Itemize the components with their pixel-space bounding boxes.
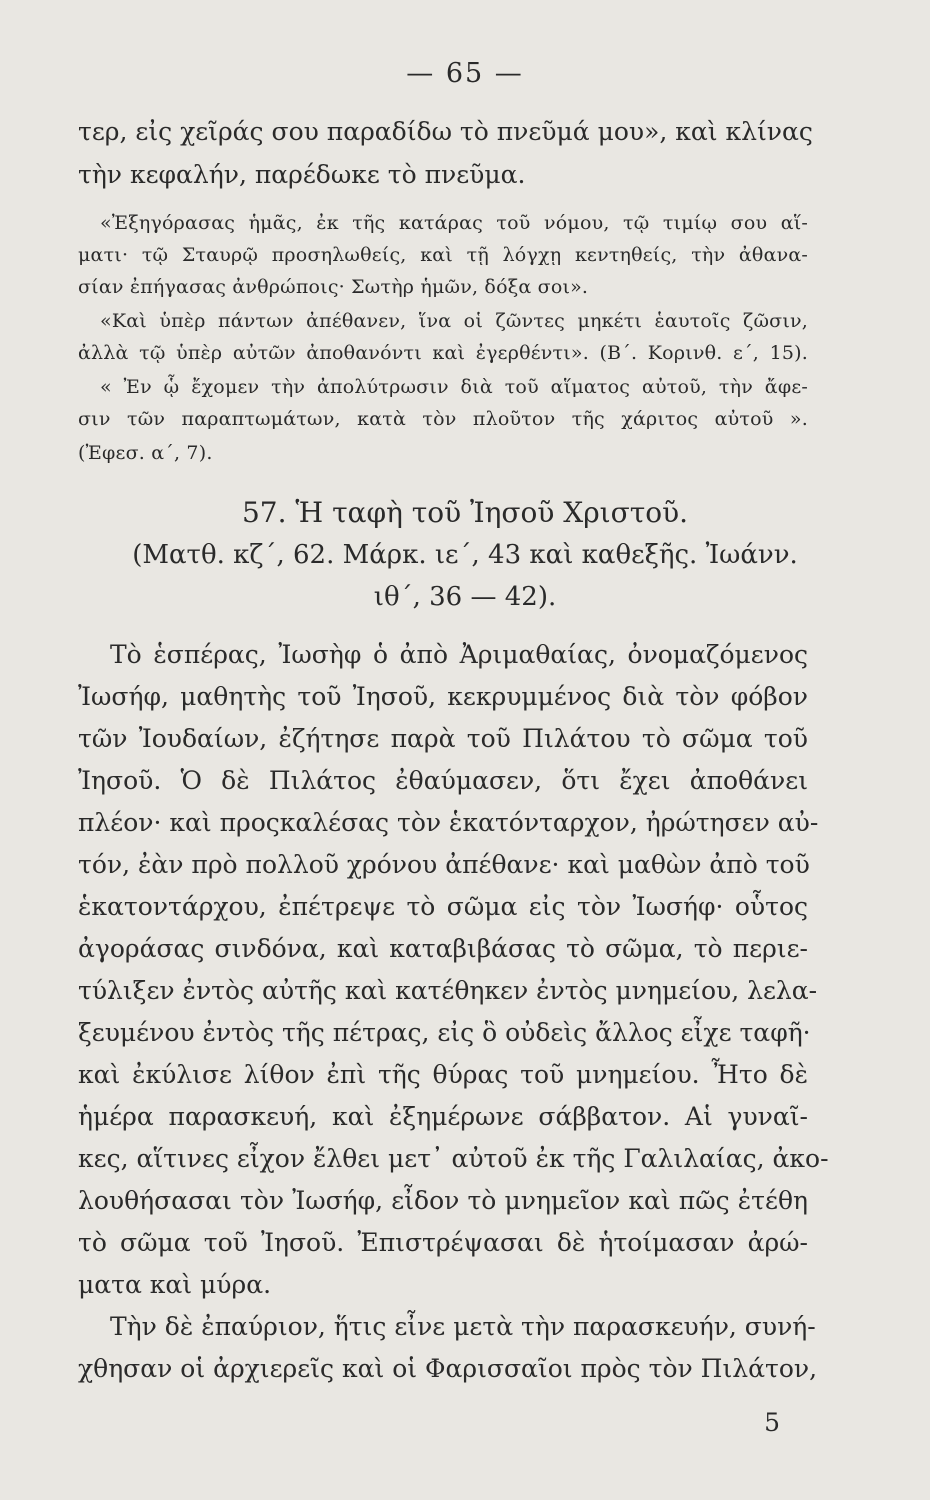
body-line: Ἰωσήφ, μαθητὴς τοῦ Ἰησοῦ, κεκρυμμένος διὰ τὸν φόβον <box>78 682 808 711</box>
body-line: τῶν Ἰουδαίων, ἐζήτησε παρὰ τοῦ Πιλάτου τὸ σῶμα τοῦ <box>78 724 808 753</box>
body-line: Τὸ ἑσπέρας, Ἰωσὴφ ὁ ἀπὸ Ἀριμαθαίας, ὀνομαζόμενος <box>110 640 808 669</box>
body-line: Ἰησοῦ. Ὁ δὲ Πιλάτος ἐθαύμασεν, ὅτι ἔχει ἀποθάνει <box>78 766 808 795</box>
body-line: Τὴν δὲ ἐπαύριον, ἥτις εἶνε μετὰ τὴν παρασκευήν, συνή- <box>110 1312 816 1341</box>
quote-line: σιν τῶν παραπτωμάτων, κατὰ τὸν πλοῦτον τῆς χάριτος αὐτοῦ ». <box>78 408 808 430</box>
body-line: ἑκατοντάρχου, ἐπέτρεψε τὸ σῶμα εἰς τὸν Ἰωσήφ· οὗτος <box>78 892 808 921</box>
section-reference: ιθ΄, 36 — 42). <box>373 582 557 612</box>
body-line: ἡμέρα παρασκευή, καὶ ἐξημέρωνε σάββατον. Αἱ γυναῖ- <box>78 1102 808 1131</box>
body-line: κες, αἵτινες εἶχον ἔλθει μετ᾽ αὐτοῦ ἐκ τῆς Γαλιλαίας, ἀκο- <box>78 1144 829 1173</box>
signature-mark: 5 <box>764 1408 780 1437</box>
quote-line: σίαν ἐπήγασας ἀνθρώποις· Σωτὴρ ἡμῶν, δόξα σοι». <box>78 276 589 298</box>
body-line: πλέον· καὶ προςκαλέσας τὸν ἑκατόνταρχον, ἠρώτησεν αὐ- <box>78 808 819 837</box>
quote-line: ματι· τῷ Σταυρῷ προσηλωθείς, καὶ τῇ λόγχῃ κεντηθείς, τὴν ἀθανα- <box>78 244 808 266</box>
body-line: τὸ σῶμα τοῦ Ἰησοῦ. Ἐπιστρέψασαι δὲ ἡτοίμασαν ἀρώ- <box>78 1228 808 1257</box>
body-line: χθησαν οἱ ἀρχιερεῖς καὶ οἱ Φαρισσαῖοι πρὸς τὸν Πιλάτον, <box>78 1354 818 1383</box>
body-line: λουθήσασαι τὸν Ἰωσήφ, εἶδον τὸ μνημεῖον καὶ πῶς ἐτέθη <box>78 1186 808 1215</box>
text-line: τὴν κεφαλήν, παρέδωκε τὸ πνεῦμα. <box>78 160 526 189</box>
body-line: τόν, ἐὰν πρὸ πολλοῦ χρόνου ἀπέθανε· καὶ μαθὼν ἀπὸ τοῦ <box>78 850 810 879</box>
body-line: καὶ ἐκύλισε λίθον ἐπὶ τῆς θύρας τοῦ μνημείου. Ἦτο δὲ <box>78 1060 808 1089</box>
quote-line: (Ἐφεσ. α΄, 7). <box>78 442 213 464</box>
page-header: — 65 — <box>406 58 524 89</box>
body-line: ξευμένου ἐντὸς τῆς πέτρας, εἰς ὃ οὐδεὶς ἄλλος εἶχε ταφῆ· <box>78 1018 811 1047</box>
quote-line: « Ἐν ᾧ ἔχομεν τὴν ἀπολύτρωσιν διὰ τοῦ αἵματος αὐτοῦ, τὴν ἄφε- <box>100 376 808 398</box>
quote-line: «Ἐξηγόρασας ἡμᾶς, ἐκ τῆς κατάρας τοῦ νόμου, τῷ τιμίῳ σου αἵ- <box>100 212 808 234</box>
text-line: τερ, εἰς χεῖράς σου παραδίδω τὸ πνεῦμά μου», καὶ κλίνας <box>78 117 813 146</box>
section-reference: (Ματθ. κζ΄, 62. Μάρκ. ιε΄, 43 καὶ καθεξῆς. Ἰωάνν. <box>132 540 798 570</box>
quote-line: ἀλλὰ τῷ ὑπὲρ αὐτῶν ἀποθανόντι καὶ ἐγερθέντι». (Β΄. Κορινθ. ε΄, 15). <box>78 342 808 364</box>
body-line: ἀγοράσας σινδόνα, καὶ καταβιβάσας τὸ σῶμα, τὸ περιε- <box>78 934 808 963</box>
quote-line: «Καὶ ὑπὲρ πάντων ἀπέθανεν, ἵνα οἱ ζῶντες μηκέτι ἑαυτοῖς ζῶσιν, <box>100 310 808 332</box>
body-line: ματα καὶ μύρα. <box>78 1270 272 1299</box>
section-title: 57. Ἡ ταφὴ τοῦ Ἰησοῦ Χριστοῦ. <box>241 496 689 529</box>
body-line: τύλιξεν ἐντὸς αὐτῆς καὶ κατέθηκεν ἐντὸς μνημείου, λελα- <box>78 976 818 1005</box>
